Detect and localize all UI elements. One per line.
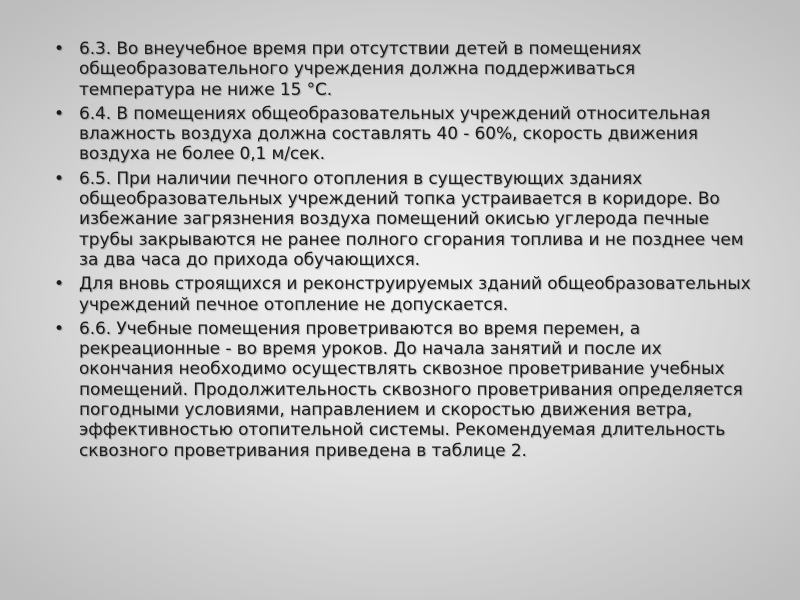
bullet-item-new-buildings: [52, 274, 752, 315]
bullet-dot-icon: •: [54, 39, 64, 59]
bullet-item-6-4: [52, 104, 752, 165]
bullet-list: [52, 39, 752, 465]
bullet-dot-icon: •: [54, 318, 64, 339]
bullet-item-6-6: [52, 319, 752, 461]
bullet-item-6-3: [52, 39, 752, 100]
bullet-text: 6.5. При наличии печного отопления в существующих зданиях общеобразовательных учреждений топка устраивается в коридоре. Во избежание загрязнения воздуха помещений окисью углерода печные трубы закрываются не ранее полного сгорания топлива и не позднее чем за два часа до прихода обучающихся.: [79, 168, 744, 270]
bullet-dot-icon: •: [54, 274, 64, 295]
bullet-text: Для вновь строящихся и реконструируемых зданий общеобразовательных учреждений печное отопление не допускается.: [79, 274, 751, 315]
bullet-item-6-5: [52, 169, 752, 270]
bullet-text: 6.3. Во внеучебное время при отсутствии детей в помещениях общеобразовательного учреждения должна поддерживаться температура не ниже 15 °С.: [79, 39, 642, 100]
bullet-text: 6.6. Учебные помещения проветриваются во время перемен, а рекреационные - во время уроков. До начала занятий и после их окончания необходимо осуществлять сквозное проветривание учебных помещений. Продолжительность сквозного проветривания определяется погодными условиями, направлением и скоростью движения ветра, эффективностью отопительной системы. Рекомендуемая длительность сквозного проветривания приведена в таблице 2.: [79, 318, 743, 461]
bullet-dot-icon: •: [54, 103, 64, 124]
bullet-text: 6.4. В помещениях общеобразовательных учреждений относительная влажность воздуха должна составлять 40 - 60%, скорость движения воздуха не более 0,1 м/сек.: [79, 103, 711, 165]
bullet-dot-icon: •: [54, 168, 64, 189]
